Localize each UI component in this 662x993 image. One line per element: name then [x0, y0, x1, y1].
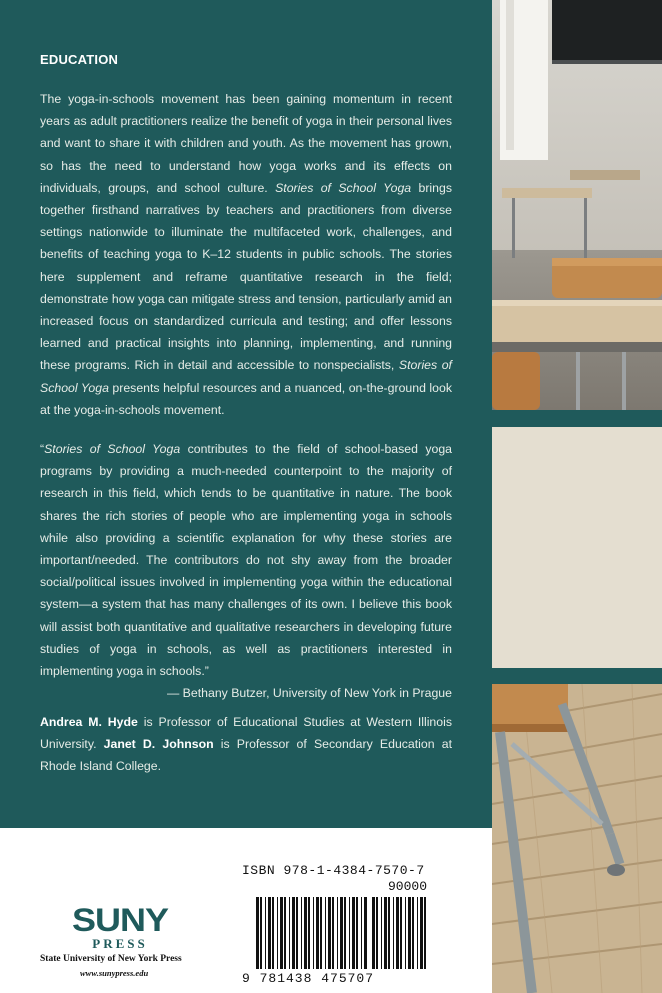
- barcode-bar: [280, 897, 283, 969]
- barcode-bar: [349, 897, 350, 969]
- barcode-bar: [320, 897, 322, 969]
- ean-barcode-bars: [256, 897, 368, 969]
- barcode-bar: [344, 897, 346, 969]
- suny-press-logo: [60, 903, 180, 951]
- author-name: Janet D. Johnson: [103, 737, 214, 752]
- endorsement-text: contributes to the field of school-based yoga programs by providing a much-needed counterpoint to the majority of research in this field, which tends to be quantitative in nature. The book shares the rich stories of people who are implementing yoga in schools while also providing a scientific explanation for why these stories are important/needed. The contributors do not shy away from the broader social/political issues involved in implementing yoga within the educational system—a system that has many challenges of its own. I believe this book will assist both quantitative and qualitative researchers in developing future studies of yoga in schools, as well as practitioners interested in implementing yoga in schools.”: [40, 442, 452, 679]
- open-quote: “: [40, 442, 45, 456]
- cream-color-block: [492, 427, 662, 668]
- barcode-bar: [396, 897, 399, 969]
- barcode-bar: [364, 897, 367, 969]
- description-part-3: presents helpful resources and a nuanced, on-the-ground look at the yoga-in-schools movement.: [40, 380, 452, 417]
- barcode-bar: [405, 897, 406, 969]
- classroom-photo-top: [492, 0, 662, 410]
- barcode-bar: [256, 897, 259, 969]
- barcode-bar: [400, 897, 402, 969]
- barcode-bar: [325, 897, 326, 969]
- section-heading: EDUCATION: [40, 52, 119, 67]
- column-separator: [492, 410, 662, 427]
- barcode-bar: [289, 897, 290, 969]
- author-name: Andrea M. Hyde: [40, 715, 138, 729]
- barcode-bar: [272, 897, 274, 969]
- publisher-name: State University of New York Press: [40, 954, 182, 964]
- barcode-bar: [296, 897, 298, 969]
- barcode-bar: [332, 897, 334, 969]
- author-bio: is Professor of Secondary Education at Rhode Island College.: [40, 737, 452, 774]
- book-title-italic: Stories of School Yoga: [44, 442, 181, 456]
- column-separator: [492, 668, 662, 684]
- barcode-bar: [328, 897, 331, 969]
- barcode-bar: [388, 897, 390, 969]
- barcode-bar: [265, 897, 266, 969]
- description-part-1: The yoga-in-schools movement has been gaining momentum in recent years as adult practitioners realize the benefit of yoga in their personal lives and want to share it with children and youth. As the movement has grown, so has the need to understand how yoga works and its effects on individuals, groups, and school culture.: [40, 92, 452, 195]
- endorsement-attribution: — Bethany Butzer, University of New York in Prague: [166, 686, 452, 701]
- logo-wordmark: SUNY: [71, 901, 169, 938]
- classroom-photo-bottom: [492, 684, 662, 993]
- logo-subtitle: PRESS: [92, 936, 148, 951]
- barcode-bar: [308, 897, 310, 969]
- barcode-bar: [316, 897, 319, 969]
- barcode-bar: [260, 897, 262, 969]
- barcode-bar: [337, 897, 338, 969]
- barcode-bar: [408, 897, 411, 969]
- barcode-bar: [356, 897, 358, 969]
- barcode-bar: [417, 897, 418, 969]
- barcode-bar: [381, 897, 382, 969]
- author-bio: is Professor of Educational Studies at Western Illinois University.: [40, 715, 452, 752]
- book-title-italic: Stories of School Yoga: [40, 358, 452, 395]
- publisher-barcode-area: [0, 828, 492, 993]
- description-part-2: brings together firsthand narratives by teachers and practitioners from diverse settings nationwide to illuminate the multifaceted work, challenges, and benefits of teaching yoga to K–12 students in public schools. The stories here supplement and reframe quantitative research in the field; demonstrate how yoga can mitigate stress and tension, particularly amid an increased focus on standardized curricula and testing; and offer lessons learned and practical insights into planning, implementing, and running these programs. Rich in detail and accessible to nonspecialists,: [40, 180, 452, 373]
- barcode-bar: [340, 897, 343, 969]
- ean-digits: 9 781438 475707: [242, 971, 375, 986]
- endorsement-quote: [40, 438, 452, 704]
- barcode-bar: [284, 897, 286, 969]
- barcode-bar: [412, 897, 414, 969]
- barcode-bar: [393, 897, 394, 969]
- price-barcode-bars: [372, 897, 428, 969]
- isbn-barcode: [238, 859, 438, 989]
- barcode-bar: [301, 897, 302, 969]
- book-description: [40, 88, 452, 421]
- barcode-bar: [304, 897, 307, 969]
- barcode-bar: [372, 897, 375, 969]
- barcode-bar: [292, 897, 295, 969]
- barcode-bar: [313, 897, 314, 969]
- barcode-bar: [424, 897, 426, 969]
- isbn-label: ISBN 978-1-4384-7570-7: [242, 863, 425, 878]
- price-code: 90000: [388, 879, 428, 894]
- barcode-bar: [352, 897, 355, 969]
- barcode-bar: [384, 897, 387, 969]
- author-bios: [40, 711, 452, 778]
- barcode-bar: [268, 897, 271, 969]
- barcode-bar: [277, 897, 278, 969]
- barcode-bar: [420, 897, 423, 969]
- barcode-bar: [376, 897, 378, 969]
- barcode-bar: [361, 897, 362, 969]
- publisher-url: www.sunypress.edu: [80, 968, 149, 978]
- book-title-italic: Stories of School Yoga: [275, 180, 412, 195]
